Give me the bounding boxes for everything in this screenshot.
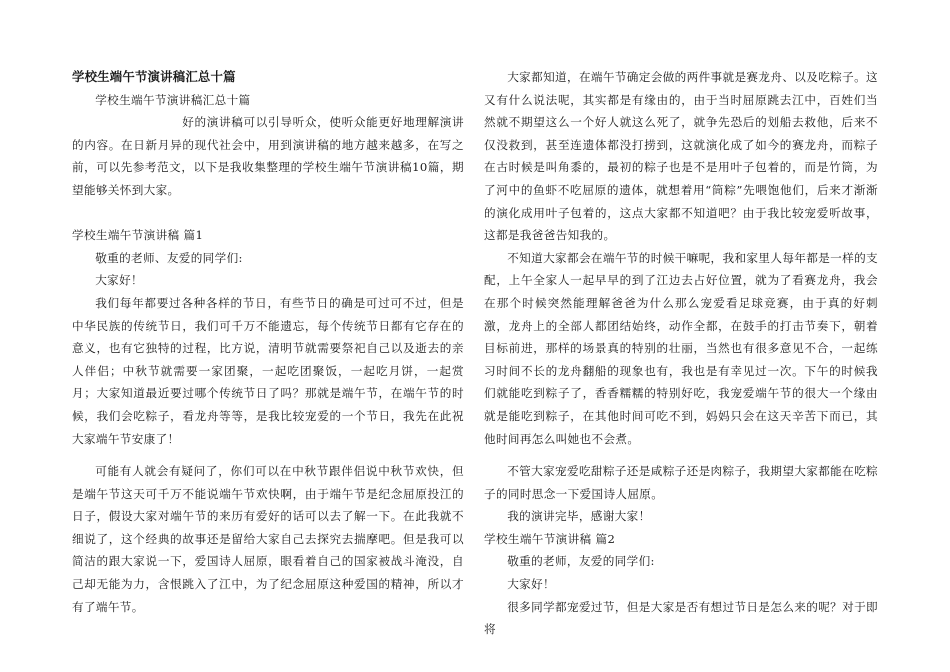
intro-paragraph: 好的演讲稿可以引导听众，使听众能更好地理解演讲的内容。在日新月异的现代社会中，用到演讲稿的地方越来越多，在写之前，可以先参考范文，以下是我收集整理的学校生端午节演讲稿10篇，期望能够关怀到大家。 bbox=[72, 115, 464, 197]
spacer bbox=[72, 202, 464, 225]
section2-hello: 大家好！ bbox=[507, 577, 555, 592]
main-title: 学校生端午节演讲稿汇总十篇 bbox=[72, 69, 236, 84]
section1-hello: 大家好！ bbox=[95, 273, 143, 288]
section1-paragraph-5: 不管大家宠爱吃甜粽子还是咸粽子还是肉粽子，我期望大家都能在吃粽子的同时思念一下爱国诗人屈原。 bbox=[484, 464, 878, 501]
section2-greeting: 敬重的老师，友爱的同学们: bbox=[507, 554, 655, 569]
section1-paragraph-1: 我们每年都要过各种各样的节日，有些节日的确是可过可不过，但是中华民族的传统节日，我们可千万不能遗忘，每个传统节日都有它存在的意义，也有它独特的过程，比方说，清明节就需要祭祀自己以及逝去的亲人伴侣；中秋节就需要一家团聚，一起吃团聚饭，一起吃月饼，一起赏月；大家知道最近要过哪个传统节日了吗？那就是端午节，在端午节的时候，我们会吃粽子，看龙舟等等，是我比较宠爱的一个节日，我先在此祝大家端午节安康了！ bbox=[72, 295, 464, 446]
spacer bbox=[72, 450, 464, 460]
section2-paragraph-1: 很多同学都宠爱过节，但是大家是否有想过节日是怎么来的呢？对于即将 bbox=[484, 599, 878, 637]
left-column bbox=[72, 66, 464, 618]
spacer bbox=[484, 450, 878, 460]
section1-paragraph-6: 我的演讲完毕，感谢大家！ bbox=[507, 509, 651, 524]
section1-greeting: 敬重的老师、友爱的同学们: bbox=[95, 250, 243, 265]
section1-paragraph-3: 大家都知道，在端午节确定会做的两件事就是赛龙舟、以及吃粽子。这又有什么说法呢，其实都是有缘由的，由于当时屈原跳去江中，百姓们当然就不期望这么一个好人就这么死了，就争先恐后的划船去救他，后来不仅没救到，甚至连遗体都没打捞到，这就演化成了如今的赛龙舟，而粽子在古时候是叫角黍的，最初的粽子也是不是用叶子包着的，而是竹筒，为了河中的鱼虾不吃屈原的遗体，就想着用“筒粽”先喂饱他们，后来才渐渐的演化成用叶子包着的，这点大家都不知道吧？由于我比较宠爱听故事，这都是我爸爸告知我的。 bbox=[484, 70, 878, 243]
section1-paragraph-2: 可能有人就会有疑问了，你们可以在中秋节跟伴侣说中秋节欢快，但是端午节这天可千万不能说端午节欢快啊，由于端午节是纪念屈原投江的日子，假设大家对端午节的来历有爱好的话可以去了解一下。在此我就不细说了，这个经典的故事还是留给大家自己去探究去揣摩吧。但是我可以简洁的跟大家说一下，爱国诗人屈原，眼看着自己的国家被战斗淹没，自己却无能为力，含恨跳入了江中，为了纪念屈原这种爱国的精神，所以才有了端午节。 bbox=[72, 464, 464, 614]
section1-paragraph-4: 不知道大家都会在端午节的时候干嘛呢，我和家里人每年都是一样的支配，上午全家人一起早早的到了江边去占好位置，就为了看赛龙舟，我会在那个时候突然能理解爸爸为什么那么宠爱看足球竞赛，由于真的好刺激，龙舟上的全部人都团结始终，动作全都，在鼓手的打击节奏下，朝着目标前进，那样的场景真的特别的壮丽，当然也有很多意见不合，一起练习时间不长的龙舟翻船的现象也有，我也是有幸见过一次。下午的时候我们就能吃到粽子了，香香糯糯的特别好吃，我宠爱端午节的很大一个缘由就是能吃到粽子，在其他时间可吃不到，妈妈只会在这天辛苦下而已，其他时间再怎么叫她也不会煮。 bbox=[484, 250, 878, 446]
right-column bbox=[484, 66, 878, 641]
section2-heading: 学校生端午节演讲稿 篇2 bbox=[484, 531, 616, 546]
section1-heading: 学校生端午节演讲稿 篇1 bbox=[72, 228, 204, 243]
subtitle: 学校生端午节演讲稿汇总十篇 bbox=[95, 92, 251, 107]
